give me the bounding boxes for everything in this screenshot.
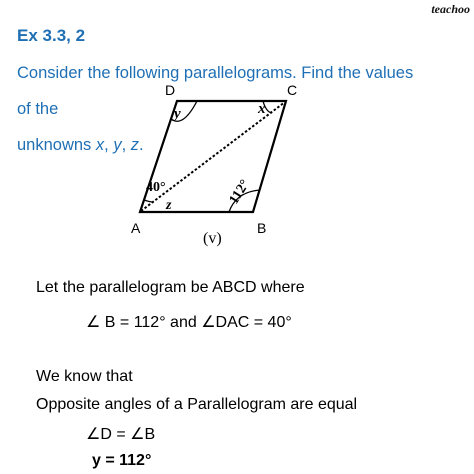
angle-label-112: 112° xyxy=(226,177,254,208)
angle-label-40: 40° xyxy=(146,180,166,195)
teachoo-logo: teachoo xyxy=(431,2,470,16)
solution-line-2: ∠ B = 112° and ∠DAC = 40° xyxy=(86,314,292,331)
variable-y: y xyxy=(113,136,122,154)
question-line-1: Consider the following parallelograms. Find the values of the xyxy=(17,64,414,118)
solution-line-4: Opposite angles of a Parallelogram are equal xyxy=(36,396,358,413)
variable-x: x xyxy=(95,136,105,154)
vertex-label-b: B xyxy=(257,220,267,236)
angle-label-y: y xyxy=(174,106,181,122)
angle-label-x: x xyxy=(258,101,266,117)
solution-line-1: Let the parallelogram be ABCD where xyxy=(36,279,305,296)
question-line-2-suffix: . xyxy=(138,136,144,154)
separator: , xyxy=(121,136,131,154)
vertex-label-a: A xyxy=(131,220,141,236)
angle-label-z: z xyxy=(166,198,172,213)
question-line-2-prefix: unknowns xyxy=(17,136,96,154)
angle-arc-a xyxy=(144,200,153,202)
exercise-title: Ex 3.3, 2 xyxy=(17,26,86,45)
solution-line-5: ∠D = ∠B xyxy=(86,426,156,443)
vertex-label-c: C xyxy=(287,82,298,98)
solution-answer: y = 112° xyxy=(92,452,152,469)
solution-line-3: We know that xyxy=(36,368,133,385)
separator: , xyxy=(104,136,114,154)
vertex-label-d: D xyxy=(165,82,176,98)
variable-z: z xyxy=(130,136,139,154)
figure-caption: (v) xyxy=(203,230,222,247)
